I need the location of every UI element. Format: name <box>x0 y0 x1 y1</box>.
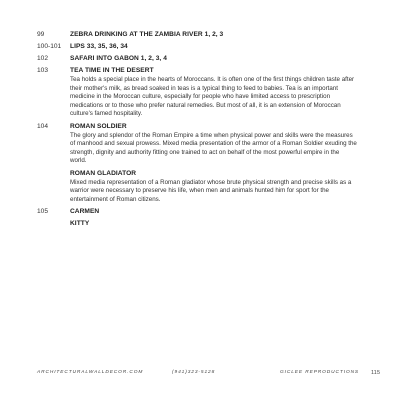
footer-website: ARCHITECTURALWALLDECOR.COM <box>37 370 144 375</box>
entry-title: ZEBRA DRINKING AT THE ZAMBIA RIVER 1, 2, 3 <box>70 31 224 38</box>
entry-number: 104 <box>37 122 49 130</box>
entry-title: KITTY <box>70 220 90 227</box>
footer-phone: (941)323-5128 <box>172 370 216 375</box>
entry-kitty <box>37 219 357 228</box>
entry-title: SAFARI INTO GABON 1, 2, 3, 4 <box>70 55 167 62</box>
entry-number: 102 <box>37 55 49 62</box>
entry-title: CARMEN <box>70 208 100 215</box>
entry-number: 100-101 <box>37 43 62 50</box>
entry-number: 103 <box>37 67 49 74</box>
entry-99 <box>37 30 357 39</box>
entry-title: ROMAN GLADIATOR <box>70 169 137 177</box>
entry-description: The glory and splendor of the Roman Empire a time when physical power and skills were the measures of manhood and sexual prowess. Mixed media presentation of the armor of a Roman Soldier exuding the strength, dignity and authority fitting one trained to act on behalf of the most powerful empire in the world. <box>70 131 357 164</box>
entry-title: ROMAN SOLDIER <box>70 122 127 130</box>
entry-100-101 <box>37 42 357 51</box>
entry-102 <box>37 54 357 63</box>
entry-103 <box>37 66 357 119</box>
entry-number: 99 <box>37 31 45 38</box>
entry-title: LIPS 33, 35, 36, 34 <box>70 43 128 50</box>
entry-list <box>37 30 357 231</box>
entry-description: Mixed media representation of a Roman gladiator whose brute physical strength and precise skills as a warrior were necessary to preserve his life, when men and animals hunted him for sport for the entertainment of Roman citizens. <box>70 178 352 203</box>
footer-section-label: GICLEE REPRODUCTIONS <box>280 370 360 375</box>
entry-104 <box>37 122 357 166</box>
page-footer <box>37 370 382 379</box>
entry-title: TEA TIME IN THE DESERT <box>70 67 154 74</box>
entry-description: Tea holds a special place in the hearts of Moroccans. It is often one of the first things children taste after their mother's milk, as bread soaked in teas is a typical thing to feed to babies. Tea is an important medicine in the Moroccan culture, especially for people who have limited access to prescription medications or to those who prefer natural remedies. But most of all, it is an extension of Moroccan culture's famed hospitality. <box>70 76 355 117</box>
entry-number: 105 <box>37 208 49 215</box>
page-number: 115 <box>371 370 381 376</box>
entry-105 <box>37 207 357 216</box>
entry-roman-gladiator <box>37 169 357 205</box>
